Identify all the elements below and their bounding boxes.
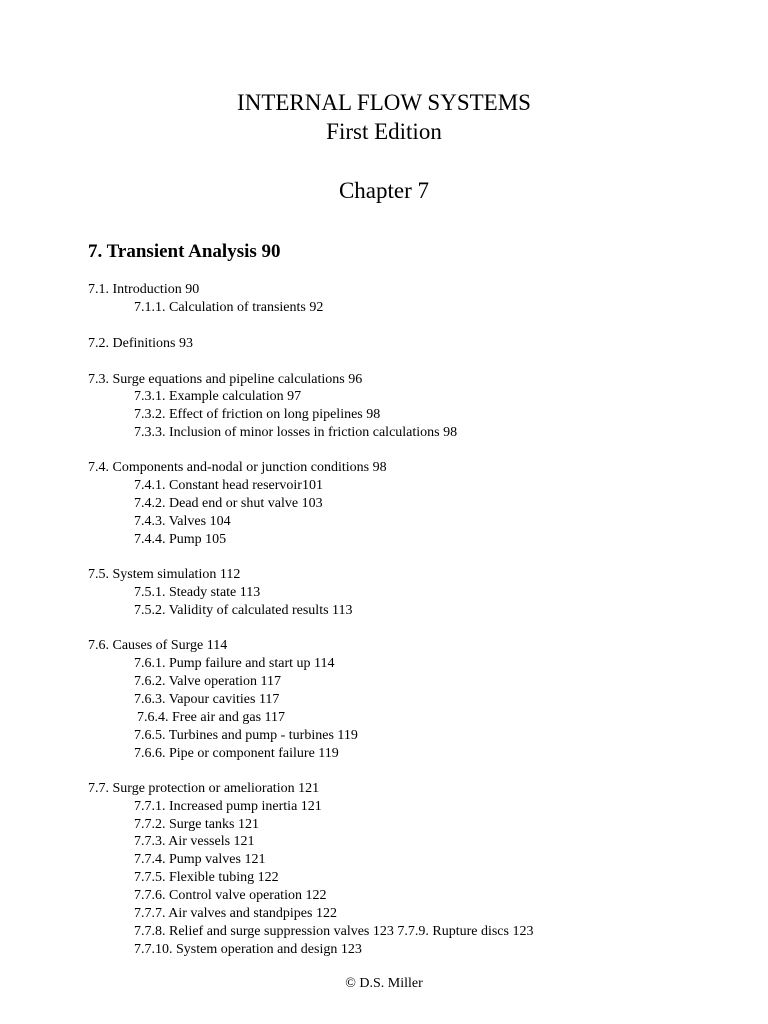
toc-entry-7-6-1: 7.6.1. Pump failure and start up 114 bbox=[134, 656, 335, 671]
toc-entry-7-6-3: 7.6.3. Vapour cavities 117 bbox=[134, 692, 280, 707]
copyright-footer: © D.S. Miller bbox=[345, 976, 423, 991]
toc-entry-7-7-7: 7.7.7. Air valves and standpipes 122 bbox=[134, 906, 337, 921]
toc-entry-7-4-4: 7.4.4. Pump 105 bbox=[134, 532, 227, 547]
toc-entry-7-6-5: 7.6.5. Turbines and pump - turbines 119 bbox=[134, 728, 358, 743]
toc-entry-7-7: 7.7. Surge protection or amelioration 121 bbox=[88, 781, 320, 796]
toc-entry-7-5-2: 7.5.2. Validity of calculated results 113 bbox=[134, 603, 353, 618]
toc-entry-7-1-1: 7.1.1. Calculation of transients 92 bbox=[134, 300, 324, 315]
toc-entry-7-3: 7.3. Surge equations and pipeline calculations 96 bbox=[88, 372, 363, 387]
toc-entry-7-3-2: 7.3.2. Effect of friction on long pipelines 98 bbox=[134, 407, 381, 422]
toc-entry-7-6-2: 7.6.2. Valve operation 117 bbox=[134, 674, 281, 689]
edition-label: First Edition bbox=[326, 119, 442, 144]
toc-entry-7-7-3: 7.7.3. Air vessels 121 bbox=[134, 834, 255, 849]
document-title: INTERNAL FLOW SYSTEMS bbox=[237, 90, 531, 115]
toc-entry-7-4-2: 7.4.2. Dead end or shut valve 103 bbox=[134, 496, 323, 511]
toc-entry-7-4: 7.4. Components and-nodal or junction conditions 98 bbox=[88, 460, 387, 475]
toc-entry-7-7-5: 7.7.5. Flexible tubing 122 bbox=[134, 870, 279, 885]
toc-entry-7-3-3: 7.3.3. Inclusion of minor losses in friction calculations 98 bbox=[134, 425, 458, 440]
toc-entry-7-4-3: 7.4.3. Valves 104 bbox=[134, 514, 231, 529]
toc-entry-7-6-6: 7.6.6. Pipe or component failure 119 bbox=[134, 746, 339, 761]
toc-entry-7-7-4: 7.7.4. Pump valves 121 bbox=[134, 852, 266, 867]
toc-entry-7-7-8: 7.7.8. Relief and surge suppression valves 123 7.7.9. Rupture discs 123 bbox=[134, 924, 534, 939]
toc-entry-7-7-10: 7.7.10. System operation and design 123 bbox=[134, 942, 362, 957]
toc-entry-7-6-4: 7.6.4. Free air and gas 117 bbox=[137, 710, 285, 725]
toc-entry-7-7-2: 7.7.2. Surge tanks 121 bbox=[134, 817, 259, 832]
toc-entry-7-4-1: 7.4.1. Constant head reservoir101 bbox=[134, 478, 323, 493]
toc-entry-7-6: 7.6. Causes of Surge 114 bbox=[88, 638, 228, 653]
toc-entry-7-3-1: 7.3.1. Example calculation 97 bbox=[134, 389, 302, 404]
toc-entry-7-2: 7.2. Definitions 93 bbox=[88, 336, 193, 351]
toc-entry-7-5: 7.5. System simulation 112 bbox=[88, 567, 241, 582]
chapter-heading: 7. Transient Analysis 90 bbox=[88, 241, 281, 262]
toc-entry-7-1: 7.1. Introduction 90 bbox=[88, 282, 200, 297]
chapter-label: Chapter 7 bbox=[338, 178, 430, 203]
toc-entry-7-7-1: 7.7.1. Increased pump inertia 121 bbox=[134, 799, 322, 814]
toc-entry-7-5-1: 7.5.1. Steady state 113 bbox=[134, 585, 261, 600]
toc-entry-7-7-6: 7.7.6. Control valve operation 122 bbox=[134, 888, 327, 903]
